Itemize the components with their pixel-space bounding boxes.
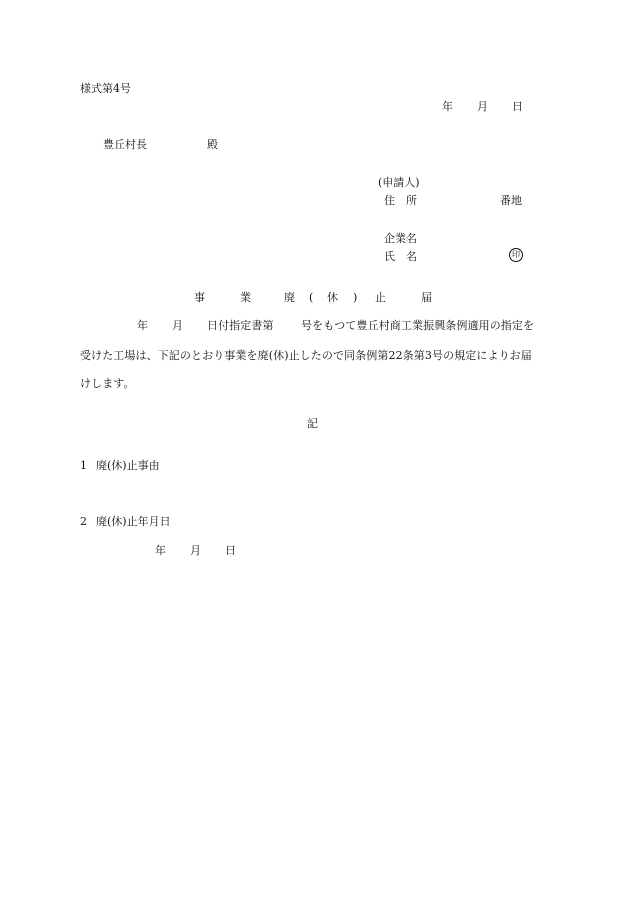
- title-char: 廃: [284, 291, 295, 304]
- applicant-heading: (申請人): [378, 176, 420, 189]
- form-number: 様式第4号: [80, 82, 131, 95]
- applicant-name-label: 氏 名: [384, 250, 417, 263]
- title-char: 止: [375, 291, 386, 304]
- title-char: 事: [194, 291, 205, 304]
- applicant-address-suffix: 番地: [500, 194, 522, 207]
- body-line3: けします。: [80, 377, 135, 390]
- stop-date-day-label: 日: [225, 544, 236, 557]
- title-char: 届: [421, 291, 432, 304]
- stop-date-month-label: 月: [190, 544, 201, 557]
- addressee-honorific: 殿: [207, 138, 218, 151]
- body-line1-year: 年: [137, 319, 149, 332]
- item-label: 廃(休)止年月日: [96, 515, 171, 528]
- body-line1-mid: 日付指定書第: [207, 319, 274, 332]
- applicant-address-label: 住 所: [384, 194, 417, 207]
- title-char: 休: [327, 291, 338, 304]
- body-line2: 受けた工場は、下記のとおり事業を廃(休)止したので同条例第22条第3号の規定によりお届: [80, 349, 532, 362]
- title-char: (: [309, 291, 314, 304]
- seal-icon: 印: [509, 248, 523, 262]
- date-day-label: 日: [512, 100, 523, 113]
- applicant-company-label: 企業名: [384, 232, 417, 245]
- date-month-label: 月: [477, 100, 488, 113]
- body-line1-tail: 号をもつて豊丘村商工業振興条例適用の指定を: [301, 319, 535, 332]
- title-char: 業: [240, 291, 251, 304]
- title-char: ): [353, 291, 358, 304]
- stop-date-year-label: 年: [155, 544, 166, 557]
- date-year-label: 年: [442, 100, 453, 113]
- item-label: 廃(休)止事由: [96, 459, 160, 472]
- item-number: 1: [80, 459, 87, 472]
- addressee-name: 豊丘村長: [103, 138, 147, 151]
- ki-heading: 記: [307, 417, 318, 430]
- body-line1-month: 月: [172, 319, 184, 332]
- item-number: 2: [80, 515, 87, 528]
